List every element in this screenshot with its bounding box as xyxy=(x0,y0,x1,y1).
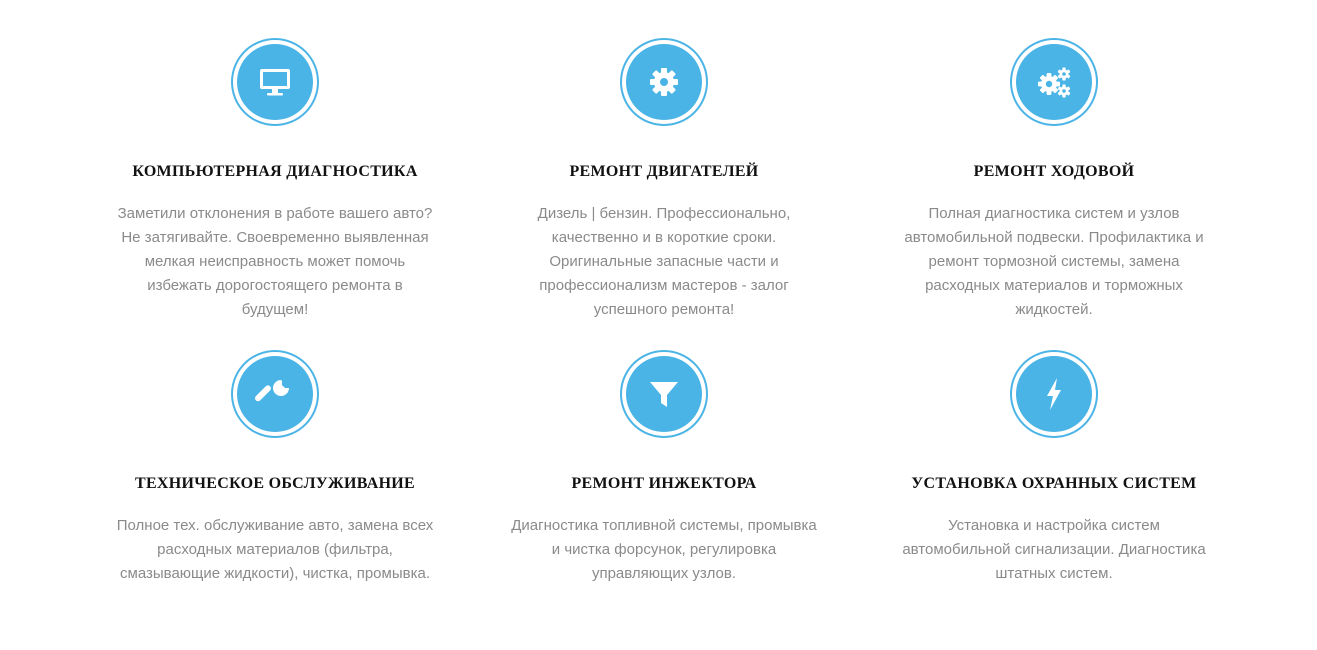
service-title: УСТАНОВКА ОХРАННЫХ СИСТЕМ xyxy=(911,475,1197,492)
service-description xyxy=(95,514,455,586)
service-icon-ring xyxy=(1010,350,1098,438)
description-line: Оригинальные запасные части и xyxy=(549,253,779,270)
description-line: качественно и в короткие сроки. xyxy=(551,229,777,246)
description-line: Полное тех. обслуживание авто, замена всех xyxy=(116,517,434,534)
service-title: РЕМОНТ ХОДОВОЙ xyxy=(973,163,1135,180)
description-line: жидкостей. xyxy=(1015,301,1093,318)
service-title: ТЕХНИЧЕСКОЕ ОБСЛУЖИВАНИЕ xyxy=(134,475,416,492)
description-line: расходных материалов (фильтра, xyxy=(157,541,393,558)
service-title: РЕМОНТ ДВИГАТЕЛЕЙ xyxy=(569,163,759,180)
service-card-computer-diagnostics xyxy=(95,38,455,338)
lightning-icon xyxy=(1016,356,1092,432)
service-card-chassis-repair xyxy=(874,38,1234,338)
description-line: Полная диагностика систем и узлов xyxy=(928,205,1180,222)
service-icon-ring xyxy=(231,38,319,126)
description-line: штатных систем. xyxy=(995,565,1113,582)
description-line: Установка и настройка систем xyxy=(948,517,1160,534)
description-line: смазывающие жидкости), чистка, промывка. xyxy=(120,565,430,582)
service-card-maintenance xyxy=(95,350,455,650)
service-title: КОМПЬЮТЕРНАЯ ДИАГНОСТИКА xyxy=(132,163,418,180)
description-line: управляющих узлов. xyxy=(591,565,737,582)
gear-icon xyxy=(626,44,702,120)
description-line: Заметили отклонения в работе вашего авто? xyxy=(117,205,433,222)
description-line: и чистка форсунок, регулировка xyxy=(551,541,777,558)
wrench-icon xyxy=(237,356,313,432)
description-line: Диагностика топливной системы, промывка xyxy=(511,517,817,534)
service-card-security-systems xyxy=(874,350,1234,650)
filter-icon xyxy=(626,356,702,432)
description-line: автомобильной сигнализации. Диагностика xyxy=(902,541,1206,558)
description-line: избежать дорогостоящего ремонта в xyxy=(147,277,403,294)
service-description xyxy=(874,514,1234,586)
description-line: будущем! xyxy=(241,301,309,318)
service-icon-ring xyxy=(231,350,319,438)
description-line: автомобильной подвески. Профилактика и xyxy=(904,229,1204,246)
service-icon-ring xyxy=(620,350,708,438)
description-line: расходных материалов и торможных xyxy=(925,277,1183,294)
service-icon-ring xyxy=(620,38,708,126)
service-title: РЕМОНТ ИНЖЕКТОРА xyxy=(571,475,757,492)
monitor-icon xyxy=(237,44,313,120)
service-card-injector-repair xyxy=(484,350,844,650)
description-line: профессионализм мастеров - залог xyxy=(539,277,789,294)
description-line: Дизель | бензин. Профессионально, xyxy=(537,205,791,222)
description-line: ремонт тормозной системы, замена xyxy=(928,253,1180,270)
gears-icon xyxy=(1016,44,1092,120)
service-icon-ring xyxy=(1010,38,1098,126)
service-card-engine-repair xyxy=(484,38,844,338)
description-line: успешного ремонта! xyxy=(593,301,735,318)
service-description xyxy=(95,202,455,322)
service-description xyxy=(874,202,1234,322)
service-description xyxy=(484,202,844,322)
description-line: мелкая неисправность может помочь xyxy=(144,253,406,270)
service-description xyxy=(484,514,844,586)
description-line: Не затягивайте. Своевременно выявленная xyxy=(121,229,429,246)
